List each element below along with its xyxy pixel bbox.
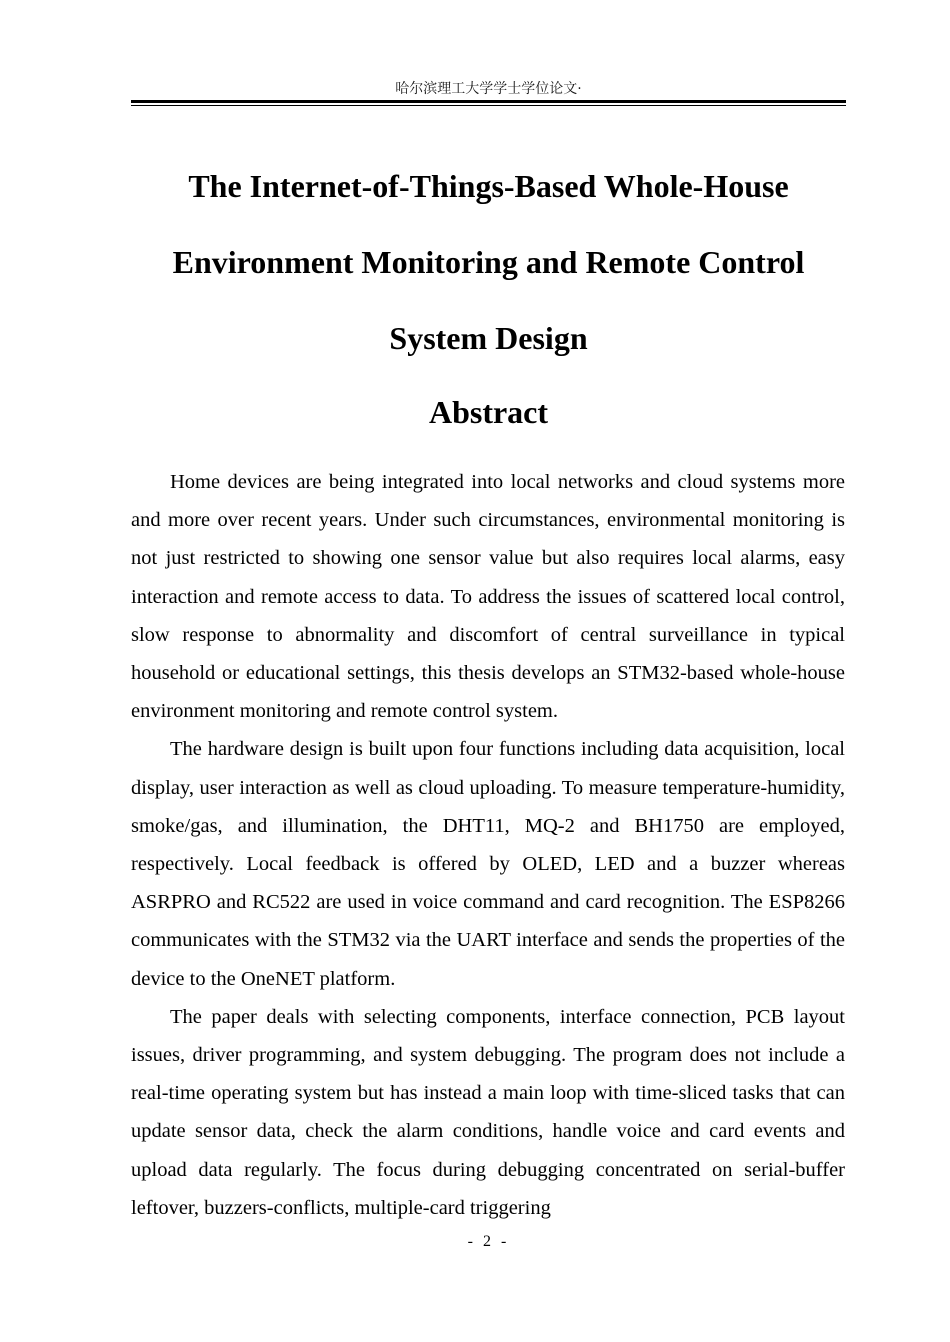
abstract-body: [131, 463, 845, 1227]
thesis-title: [131, 148, 846, 376]
abstract-paragraph-3: The paper deals with selecting components, interface connection, PCB layout issues, driver programming, and system debugging. The program does not include a real-time operating system but has instead a main loop with time-sliced tasks that can update sensor data, check the alarm conditions, handle voice and card events and upload data regularly. The focus during debugging concentrated on serial-buffer leftover, buzzers-conflicts, multiple-card triggering: [131, 1005, 845, 1219]
header-rule-thick: [131, 100, 846, 103]
title-line-1: The Internet-of-Things-Based Whole-House: [188, 168, 789, 204]
abstract-heading: Abstract: [428, 394, 549, 430]
header-rule-thin: [131, 105, 846, 106]
page-number: - 2 -: [467, 1233, 510, 1250]
title-line-3: System Design: [389, 320, 588, 356]
title-line-2: Environment Monitoring and Remote Control: [172, 244, 805, 280]
abstract-paragraph-1: Home devices are being integrated into local networks and cloud systems more and more over recent years. Under such circumstances, environmental monitoring is not just restricted to showing one sensor value but also requires local alarms, easy interaction and remote access to data. To address the issues of scattered local control, slow response to abnormality and discomfort of central surveillance in typical household or educational settings, this thesis develops an STM32-based whole-house environment monitoring and remote control system.: [131, 471, 845, 723]
abstract-paragraph-2: The hardware design is built upon four functions including data acquisition, local display, user interaction as well as cloud uploading. To measure temperature-humidity, smoke/gas, and illumination, the DHT11, MQ-2 and BH1750 are employed, respectively. Local feedback is offered by OLED, LED and a buzzer whereas ASRPRO and RC522 are used in voice command and card recognition. The ESP8266 communicates with the STM32 via the UART interface and sends the properties of the device to the OneNET platform.: [131, 738, 845, 990]
running-header: 哈尔滨理工大学学士学位论文·: [395, 81, 582, 97]
